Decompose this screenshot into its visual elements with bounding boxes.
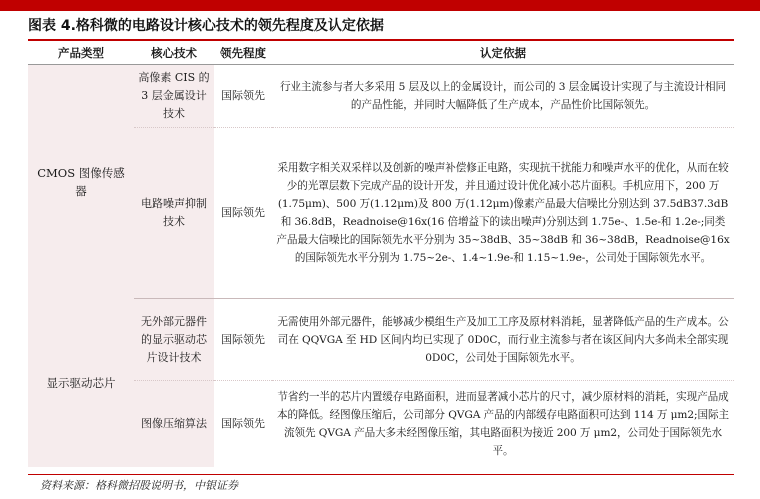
header-category: 产品类型	[28, 42, 134, 65]
tech-cell: 电路噪声抑制技术	[134, 128, 214, 299]
table-header-row	[28, 42, 734, 65]
table-row	[28, 299, 734, 381]
table-bottom-rule	[28, 474, 734, 475]
lead-cell: 国际领先	[214, 128, 272, 299]
figure-title: 图表 4.格科微的电路设计核心技术的领先程度及认定依据	[28, 18, 384, 34]
source-note: 资料来源：格科微招股说明书，中银证券	[40, 479, 238, 492]
lead-cell: 国际领先	[214, 65, 272, 128]
header-tech: 核心技术	[134, 42, 214, 65]
tech-cell: 高像素 CIS 的 3 层金属设计技术	[134, 65, 214, 128]
basis-cell: 节省约一半的芯片内置缓存电路面积，进而显著减小芯片的尺寸，减少原材料的消耗，实现产品成本的降低。经图像压缩后，公司部分 QVGA 产品的内部缓存电路面积可达到 114 万 μm2;国际主流领先 QVGA 产品大多未经图像压缩，其电路面积为接近 200 万 μm2，公司处于国际领先水平。	[277, 390, 729, 457]
table-row	[28, 65, 734, 128]
basis-cell: 采用数字相关双采样以及创新的噪声补偿修正电路，实现抗干扰能力和噪声水平的优化，从而在较少的光罩层数下完成产品的设计开发，并且通过设计优化减小芯片面积。手机应用下，200 万(1.75μm)、500 万(1.12μm)及 800 万(1.12μm)像素产品最大信噪比分别达到 37.5dB37.3dB 和 36.8dB，Readnoise@16x(16 倍增益下的读出噪声)分别达到 1.75e-、1.5e-和 1.2e-;同类产品最大信噪比的国际领先水平分别为 35~38dB、35~38dB 和 36~38dB，Readnoise@16x 的国际领先水平分别为 1.75~2e-、1.4~1.9e-和 1.15~1.9e-，公司处于国际领先水平。	[272, 128, 734, 299]
header-red-bar	[0, 0, 760, 11]
tech-cell: 图像压缩算法	[134, 381, 214, 467]
title-rule	[28, 39, 734, 41]
table-row	[28, 381, 734, 467]
header-lead: 领先程度	[214, 42, 272, 65]
table-row	[28, 128, 734, 299]
lead-cell: 国际领先	[221, 416, 265, 430]
basis-cell: 行业主流参与者大多采用 5 层及以上的金属设计，而公司的 3 层金属设计实现了与主流设计相同的产品性能，并同时大幅降低了生产成本，产品性价比国际领先。	[272, 65, 734, 128]
tech-cell: 无外部元器件的显示驱动芯片设计技术	[134, 299, 214, 381]
category-cell: 显示驱动芯片	[28, 299, 134, 467]
tech-leadership-table	[28, 42, 734, 467]
lead-cell: 国际领先	[214, 299, 272, 381]
header-basis: 认定依据	[272, 42, 734, 65]
basis-cell: 无需使用外部元器件，能够减少模组生产及加工工序及原材料消耗，显著降低产品的生产成本。公司在 QQVGA 至 HD 区间内均已实现了 0D0C，而行业主流参与者在该区间内大多尚未全部实现 0D0C，公司处于国际领先水平。	[272, 299, 734, 381]
category-cell: CMOS 图像传感器	[28, 65, 134, 299]
